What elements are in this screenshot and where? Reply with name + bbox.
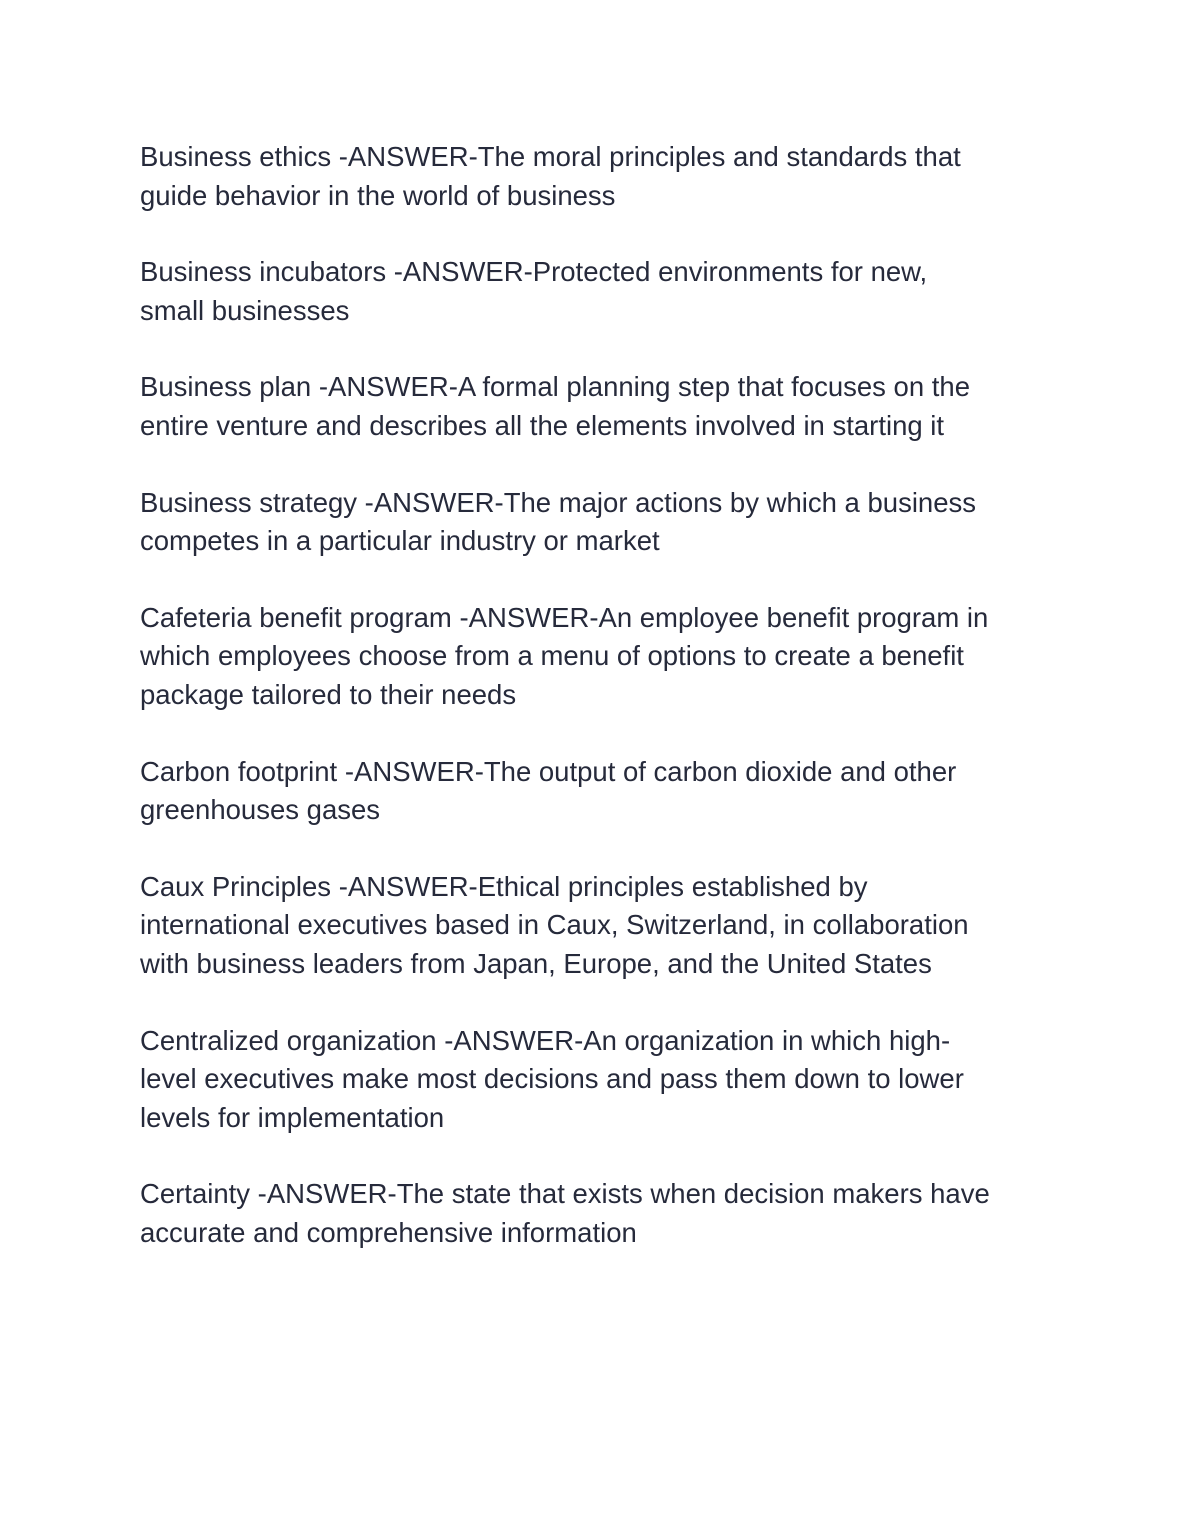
glossary-entry-business-ethics: Business ethics -ANSWER-The moral principles and standards that guide behavior in the world of business: [140, 141, 961, 211]
glossary-entry-business-incubators: Business incubators -ANSWER-Protected environments for new, small businesses: [140, 256, 928, 326]
glossary-entry-business-strategy: Business strategy -ANSWER-The major actions by which a business competes in a particular industry or market: [140, 486, 977, 557]
glossary-entry-business-plan: Business plan -ANSWER-A formal planning step that focuses on the entire venture and describes all the elements involved in starting it: [140, 371, 971, 441]
glossary-entry-caux-principles: Caux Principles -ANSWER-Ethical principles established by international executives based in Caux, Switzerland, in collaboration with business leaders from Japan, Europe, and the United States: [140, 870, 969, 979]
glossary-entry-list: [140, 138, 1050, 1290]
glossary-entry-certainty: Certainty -ANSWER-The state that exists when decision makers have accurate and comprehensive information: [140, 1178, 990, 1248]
glossary-entry-cafeteria-benefit-program: Cafeteria benefit program -ANSWER-An employee benefit program in which employees choose from a menu of options to create a benefit package tailored to their needs: [140, 601, 989, 710]
glossary-entry-carbon-footprint: Carbon footprint -ANSWER-The output of carbon dioxide and other greenhouses gases: [140, 755, 957, 826]
glossary-entry-centralized-organization: Centralized organization -ANSWER-An organization in which high- level executives make most decisions and pass them down to lower levels for implementation: [140, 1024, 964, 1133]
